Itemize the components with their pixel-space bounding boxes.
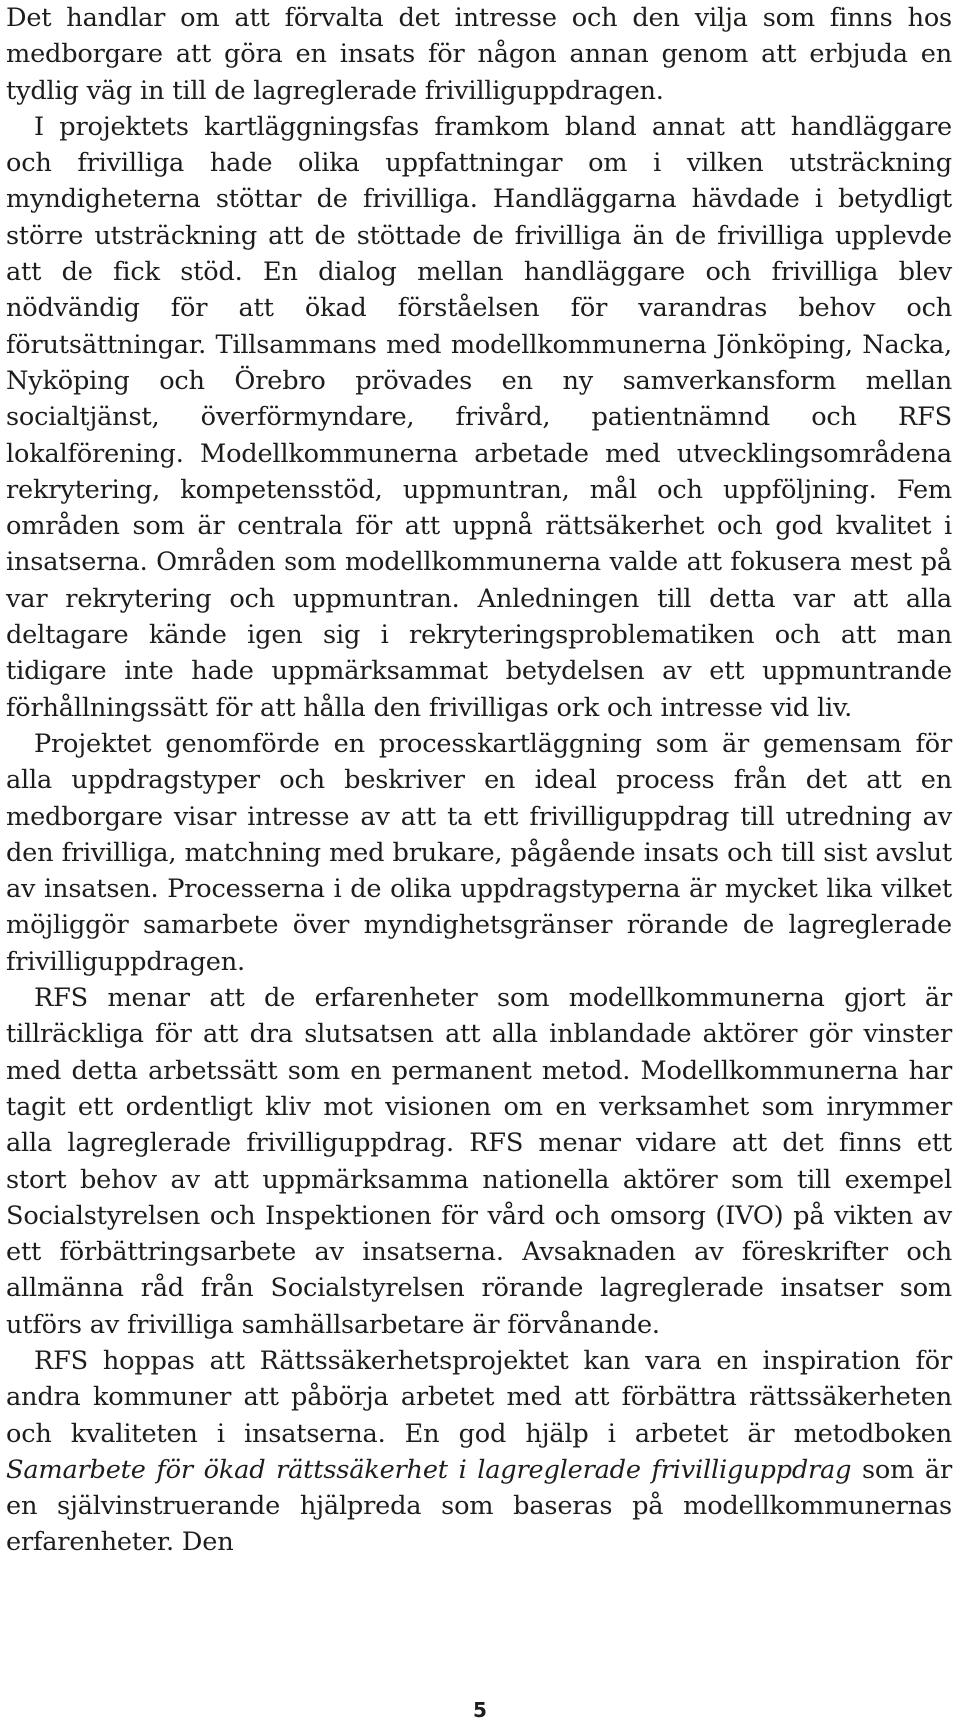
- paragraph-3: Projektet genomförde en processkartläggning som är gemensam för alla uppdragstyper och beskriver en ideal process från det att en medborgare visar intresse av att ta ett frivilliguppdrag till utredning av den frivilliga, matchning med brukare, pågående insats och till sist avslut av insatsen. Processerna i de olika uppdragstyperna är mycket lika vilket möjliggör samarbete över myndighetsgränser rörande de lagreglerade frivilliguppdragen.: [6, 728, 952, 977]
- paragraph-5-text-after: som är en självinstruerande hjälpreda som baseras på modellkommunernas erfarenheter. Den: [6, 1454, 952, 1558]
- paragraph-5: [6, 1343, 952, 1561]
- page-number: 5: [473, 1698, 487, 1722]
- paragraph-1: Det handlar om att förvalta det intresse och den vilja som finns hos medborgare att göra en insats för någon annan genom att erbjuda en tydlig väg in till de lagreglerade frivilliguppdragen.: [6, 3, 952, 106]
- paragraph-2: I projektets kartläggningsfas framkom bland annat att handläggare och frivilliga hade olika uppfattningar om i vilken utsträckning myndigheterna stöttar de frivilliga. Handläggarna hävdade i betydligt större utsträckning att de stöttade de frivilliga än de frivilliga upplevde att de fick stöd. En dialog mellan handläggare och frivilliga blev nödvändig för att ökad förståelsen för varandras behov och förutsättningar. Tillsammans med modellkommunerna Jönköping, Nacka, Nyköping och Örebro prövades en ny samverkansform mellan socialtjänst, överförmyndare, frivård, patientnämnd och RFS lokalförening. Modellkommunerna arbetade med utvecklingsområdena rekrytering, kompetensstöd, uppmuntran, mål och uppföljning. Fem områden som är centrala för att uppnå rättsäkerhet och god kvalitet i insatserna. Områden som modellkommunerna valde att fokusera mest på var rekrytering och uppmuntran. Anledningen till detta var att alla deltagare kände igen sig i rekryteringsproblematiken och att man tidigare inte hade uppmärksammat betydelsen av ett uppmuntrande förhållningssätt för att hålla den frivilligas ork och intresse vid liv.: [6, 111, 952, 723]
- paragraph-4: RFS menar att de erfarenheter som modellkommunerna gjort är tillräckliga för att dra slutsatsen att alla inblandade aktörer gör vinster med detta arbetssätt som en permanent metod. Modellkommunerna har tagit ett ordentligt kliv mot visionen om en verksamhet som inrymmer alla lagreglerade frivilliguppdrag. RFS menar vidare att det finns ett stort behov av att uppmärksamma nationella aktörer som till exempel Socialstyrelsen och Inspektionen för vård och omsorg (IVO) på vikten av ett förbättringsarbete av insatserna. Avsaknaden av föreskrifter och allmänna råd från Socialstyrelsen rörande lagreglerade insatser som utförs av frivilliga samhällsarbetare är förvånande.: [6, 983, 952, 1340]
- paragraph-5-text-before: RFS hoppas att Rättssäkerhetsprojektet kan vara en inspiration för andra kommuner att påbörja arbetet med att förbättra rättssäkerheten och kvaliteten i insatserna. En god hjälp i arbetet är metodboken: [6, 1345, 952, 1449]
- book-title: Samarbete för ökad rättssäkerhet i lagreglerade frivilliguppdrag: [6, 1454, 852, 1485]
- body-text: [6, 0, 952, 1561]
